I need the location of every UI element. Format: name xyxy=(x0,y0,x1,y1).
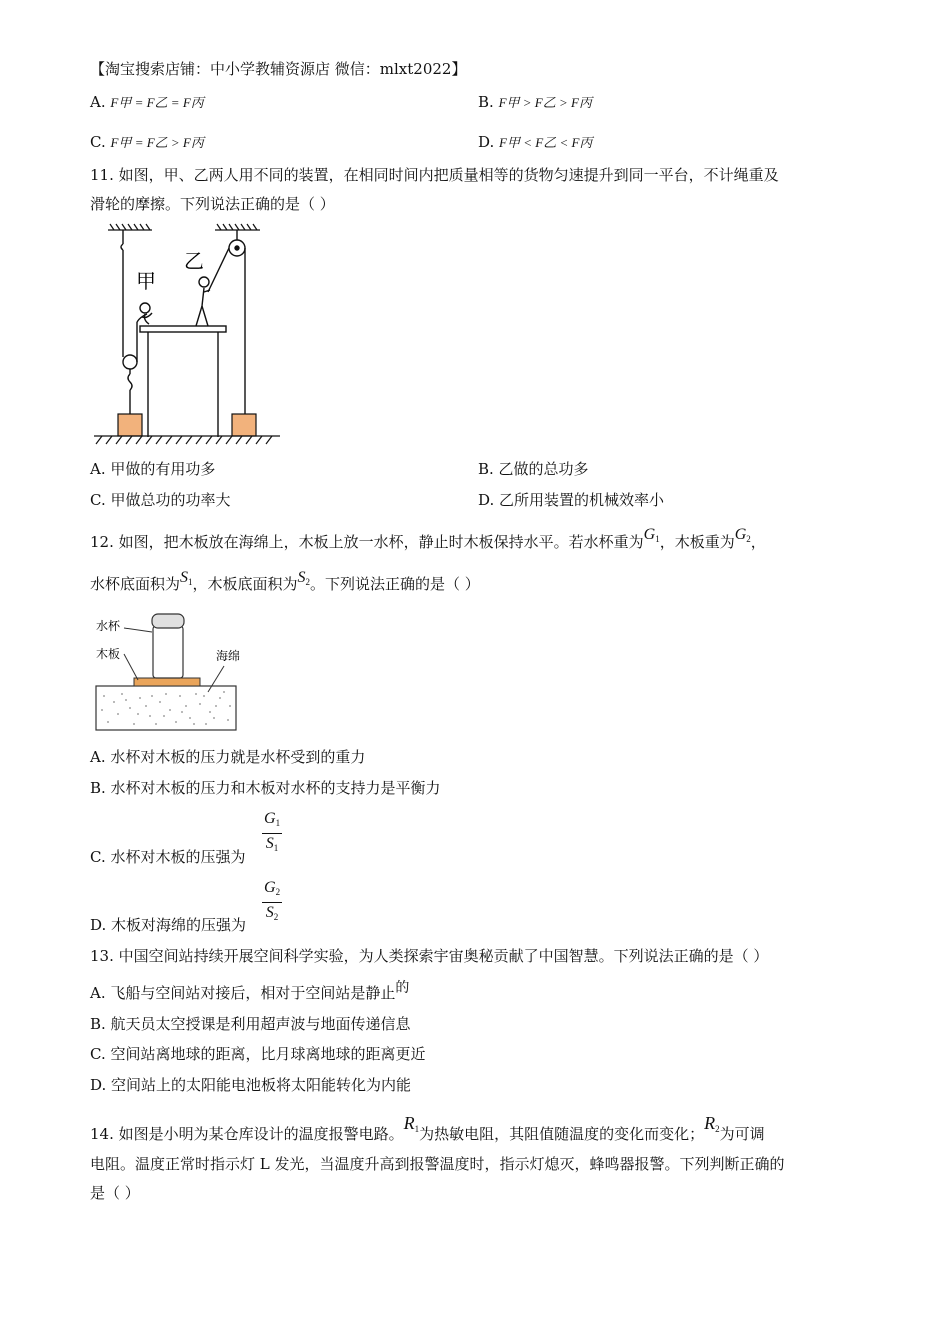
q11-stem-line2: 滑轮的摩擦。下列说法正确的是（ ） xyxy=(90,195,335,213)
symbol-letter: G xyxy=(264,810,276,827)
stem-text: 12. 如图，把木板放在海绵上，木板上放一水杯，静止时木板保持水平。若水杯重为 xyxy=(90,533,644,551)
q13-option-a xyxy=(90,980,410,1004)
movable-pulley xyxy=(121,230,147,414)
option-label: A. xyxy=(90,93,106,111)
stem-text: 14. 如图是小明为某仓库设计的温度报警电路。 xyxy=(90,1125,404,1143)
stem-text: 为可调 xyxy=(719,1125,765,1143)
q13-option-d: D. 空间站上的太阳能电池板将太阳能转化为内能 xyxy=(90,1076,412,1094)
stem-text: ，木板重为 xyxy=(659,533,735,551)
label-jia: 甲 xyxy=(136,269,156,293)
q14-stem-line1 xyxy=(90,1113,765,1149)
symbol-subscript: 2 xyxy=(275,887,281,897)
cup-leader xyxy=(124,628,152,632)
symbol-r2 xyxy=(704,1113,720,1133)
symbol-letter: R xyxy=(704,1113,716,1133)
board-leader xyxy=(124,654,138,680)
symbol-letter: R xyxy=(403,1113,415,1133)
q12-stem-line1 xyxy=(90,526,766,557)
person-jia xyxy=(140,303,152,324)
fraction-denominator xyxy=(262,835,282,857)
q11-option-c: C. 甲做总功的功率大 xyxy=(90,491,231,509)
q10-option-c xyxy=(90,132,204,153)
cargo-box-jia xyxy=(118,414,142,436)
q12-option-a: A. 水杯对木板的压力就是水杯受到的重力 xyxy=(90,748,366,766)
symbol-letter: S xyxy=(265,904,274,921)
left-ceiling xyxy=(108,224,152,230)
q11-option-d: D. 乙所用装置的机械效率小 xyxy=(478,491,665,509)
q10-option-c-relation: F甲 = F乙 > F丙 xyxy=(110,135,204,150)
symbol-subscript: 1 xyxy=(414,1124,420,1134)
symbol-letter: S xyxy=(297,569,306,586)
symbol-letter: G xyxy=(264,879,276,896)
q13-stem: 13. 中国空间站持续开展空间科学实验，为人类探索宇宙奥秘贡献了中国智慧。下列说法正确的是（ ） xyxy=(90,947,769,965)
q12-option-d-fraction xyxy=(262,879,282,926)
fraction-denominator xyxy=(262,904,282,926)
label-cup: 水杯 xyxy=(96,619,121,633)
symbol-letter: G xyxy=(643,526,656,543)
symbol-letter: S xyxy=(265,835,274,852)
symbol-r1 xyxy=(404,1113,420,1133)
sponge xyxy=(96,686,236,730)
q12-option-d: D. 木板对海绵的压强为 xyxy=(90,916,247,934)
symbol-subscript: 1 xyxy=(655,534,660,544)
q10-option-d xyxy=(478,132,592,153)
q10-option-b-relation: F甲 > F乙 > F丙 xyxy=(498,95,592,110)
symbol-subscript: 2 xyxy=(305,577,311,587)
cargo-box-yi xyxy=(232,414,256,436)
fraction-numerator xyxy=(262,810,282,832)
label-yi: 乙 xyxy=(184,249,204,273)
fixed-pulley xyxy=(208,230,245,414)
q11-option-b: B. 乙做的总功多 xyxy=(478,460,589,478)
option-text-tail: 的 xyxy=(395,980,410,996)
header-banner: 【淘宝搜索店铺：中小学教辅资源店 微信：mlxt2022】 xyxy=(90,60,467,78)
option-label: C. xyxy=(90,133,106,151)
q12-sponge-figure xyxy=(90,606,250,734)
q12-stem-line2 xyxy=(90,569,480,599)
fraction-bar xyxy=(262,902,282,903)
right-ceiling xyxy=(215,224,260,230)
symbol-subscript: 2 xyxy=(746,534,751,544)
fraction-bar xyxy=(262,833,282,834)
q10-option-b xyxy=(478,92,592,113)
symbol-s1 xyxy=(180,569,193,586)
stem-text: 水杯底面积为 xyxy=(90,575,181,593)
wood-board xyxy=(134,678,200,686)
label-sponge: 海绵 xyxy=(216,649,241,663)
stem-text: 为热敏电阻，其阻值随温度的变化而变化； xyxy=(419,1125,705,1143)
symbol-subscript: 2 xyxy=(273,912,279,922)
fraction-numerator xyxy=(262,879,282,901)
stem-text: ，木板底面积为 xyxy=(192,575,298,593)
q10-option-a-relation: F甲 = F乙 = F丙 xyxy=(110,95,204,110)
symbol-subscript: 1 xyxy=(275,818,281,828)
ground xyxy=(94,436,280,444)
symbol-subscript: 1 xyxy=(273,843,279,853)
q14-stem-line2: 电阻。温度正常时指示灯 L 发光，当温度升高到报警温度时，指示灯熄灭，蜂鸣器报警。下列判断正确的 xyxy=(90,1155,785,1173)
water-cup xyxy=(153,626,183,678)
person-yi xyxy=(196,277,210,326)
option-label: B. xyxy=(478,93,494,111)
q10-option-a xyxy=(90,92,204,113)
q11-stem-line1: 11. 如图，甲、乙两人用不同的装置，在相同时间内把质量相等的货物匀速提升到同一平台，不计绳重及 xyxy=(90,166,779,184)
q10-option-d-relation: F甲 < F乙 < F丙 xyxy=(499,135,593,150)
platform xyxy=(140,326,226,437)
symbol-g2 xyxy=(735,526,751,543)
q14-stem-line3: 是（ ） xyxy=(90,1184,140,1202)
option-label: D. xyxy=(478,133,495,151)
q13-option-c: C. 空间站离地球的距离，比月球离地球的距离更近 xyxy=(90,1045,426,1063)
q12-option-c-fraction xyxy=(262,810,282,857)
stem-text: ， xyxy=(750,533,766,551)
symbol-g1 xyxy=(644,526,660,543)
symbol-subscript: 1 xyxy=(188,577,193,587)
symbol-letter: G xyxy=(734,526,747,543)
q12-option-b: B. 水杯对木板的压力和木板对水杯的支持力是平衡力 xyxy=(90,779,441,797)
q11-pulley-figure xyxy=(90,222,285,447)
symbol-letter: S xyxy=(180,569,189,586)
cup-lid xyxy=(152,614,184,628)
q13-option-b: B. 航天员太空授课是利用超声波与地面传递信息 xyxy=(90,1015,411,1033)
symbol-s2 xyxy=(298,569,311,586)
q12-option-c: C. 水杯对木板的压强为 xyxy=(90,848,246,866)
q11-option-a: A. 甲做的有用功多 xyxy=(90,460,216,478)
label-board: 木板 xyxy=(96,647,121,661)
option-text: A. 飞船与空间站对接后，相对于空间站是静止 xyxy=(90,984,396,1002)
symbol-subscript: 2 xyxy=(715,1124,720,1134)
stem-text: 。下列说法正确的是（ ） xyxy=(310,575,480,593)
